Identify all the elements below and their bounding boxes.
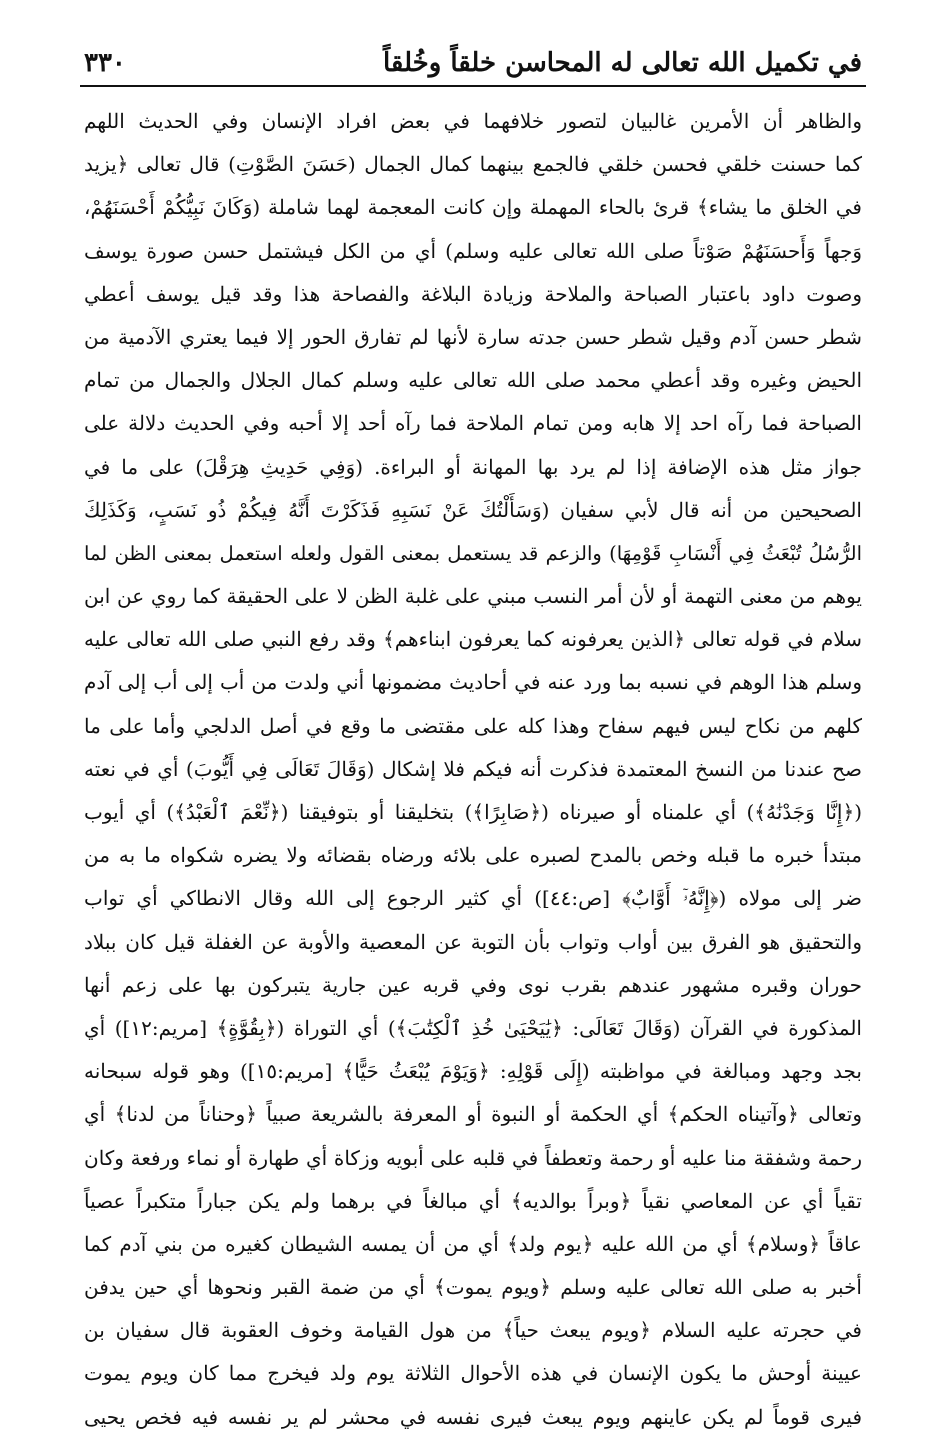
text-line: تقياً أي عن المعاصي نقياً ﴿وبراً بوالديه﴾ أي مبالغاً في برهما ولم يكن جباراً متكبراً عصياً — [84, 1188, 862, 1213]
text-line: المذكورة في القرآن (وَقَالَ تَعَالَى: ﴿يَٰيَحْيَىٰ خُذِ ٱلْكِتَٰبَ﴾) أي التوراة (﴿بِقُوَّةٍ﴾ [مريم:١٢]) أي — [84, 1015, 862, 1040]
text-line: فيرى قوماً لم يكن عاينهم ويوم يبعث فيرى نفسه في محشر لم ير نفسه فيه فخص يحيى — [84, 1404, 862, 1429]
text-line: بجد وجهد ومبالغة في مواظبته (إِلَى قَوْلِهِ: ﴿وَيَوْمَ يُبْعَثُ حَيًّا﴾ [مريم:١٥]) وهو قوله سبحانه — [84, 1059, 863, 1084]
text-line: والظاهر أن الأمرين غالبيان لتصور خلافهما في بعض افراد الإنسان وفي الحديث اللهم — [84, 109, 862, 133]
text-line: كما حسنت خلقي فحسن خلقي فالجمع بينهما كمال الجمال (حَسَنَ الصَّوْتِ) قال تعالى ﴿يزيد — [84, 152, 862, 177]
text-line: الرُّسُلُ تُبْعَثُ فِي أَنْسَابِ قَوْمِهَا) والزعم قد يستعمل بمعنى القول ولعله استعمل بمعنى الظن لما — [84, 541, 862, 565]
text-line: الصحيحين من أنه قال لأبي سفيان (وَسَأَلْتُكَ عَنْ نَسَبِهِ فَذَكَرْتَ أَنَّهُ فِيكُمْ ذُو نَسَبٍ، وَكَذَلِكَ — [84, 497, 862, 522]
text-line: صح عندنا من النسخ المعتمدة فذكرت أنه فيكم فلا إشكال (وَقَالَ تَعَالَى فِي أَيُّوبَ) أي في نعته — [84, 756, 862, 781]
page-number: ٣٣٠ — [84, 48, 126, 78]
text-line: وتعالى ﴿وآتيناه الحكم﴾ أي الحكمة أو النبوة أو المعرفة بالشريعة صبياً ﴿وحناناً من لدنا﴾ أي — [84, 1102, 862, 1127]
text-line: جواز مثل هذه الإضافة إذا لم يرد بها المهانة أو البراءة. (وَفِي حَدِيثِ هِرَقْلَ) على ما في — [84, 454, 862, 479]
text-line: سلام في قوله تعالى ﴿الذين يعرفونه كما يعرفون ابناءهم﴾ وقد رفع النبي صلى الله تعالى عليه — [84, 627, 862, 652]
text-line: في الخلق ما يشاء﴾ قرئ بالحاء المهملة وإن كانت المعجمة لهما شاملة (وَكَانَ نَبِيُّكُمْ أَحْسَنَهُمْ، — [84, 195, 862, 220]
text-line: عيينة أوحش ما يكون الإنسان في هذه الأحوال الثلاثة يوم ولد فيخرج مما كان ويوم يموت — [84, 1361, 862, 1386]
header-rule — [80, 85, 866, 87]
text-line: شطر حسن آدم وقيل شطر حسن جدته سارة لأنها لم تفارق الحور إلا فيما يعتري الآدمية من — [84, 324, 862, 349]
text-line: حوران وقبره مشهور عندهم بقرب نوى وفي قربه عين جارية يتبركون بها على زعم أنها — [84, 972, 862, 997]
text-line: الحيض وغيره وقد أعطي محمد صلى الله تعالى عليه وسلم كمال الجلال والجمال من تمام — [84, 368, 862, 393]
text-line: أخبر به صلى الله تعالى عليه وسلم ﴿ويوم يموت﴾ أي من ضمة القبر ونحوها أي حين يدفن — [84, 1275, 862, 1300]
text-line: مبتدأ خبره ما قبله وخص بالمدح لصبره على بلائه ورضاه بقضائه ولا يضره شكواه ما به من — [84, 843, 862, 868]
text-line: وَجهاً وَأَحسَنَهُمْ صَوْتاً صلى الله تعالى عليه وسلم) أي من الكل فيشتمل حسن صورة يوسف — [84, 238, 862, 263]
running-head — [84, 30, 862, 82]
text-line: وسلم هذا الوهم في نسبه بما ورد عنه في أحاديث مضمونها أني ولدت من أب إلى أب إلى آدم — [84, 670, 862, 695]
text-line: في حجرته عليه السلام ﴿ويوم يبعث حياً﴾ من هول القيامة وخوف العقوبة قال سفيان بن — [84, 1318, 862, 1343]
text-line: عاقاً ﴿وسلام﴾ أي من الله عليه ﴿يوم ولد﴾ أي من أن يمسه الشيطان كغيره من بني آدم كما — [84, 1231, 862, 1256]
text-line: رحمة وشفقة منا عليه أو رحمة وتعطفاً في قلبه على أبويه وزكاة أي طهارة أو نماء ورفعة وكان — [84, 1145, 862, 1170]
text-line: الصباحة فما رآه احد إلا هابه ومن تمام الملاحة فما رآه أحد إلا أحبه وفي الحديث دلالة على — [84, 411, 862, 436]
body-text — [84, 100, 862, 1439]
text-line: يوهم من معنى التهمة أو لأن أمر النسب مبني على غلبة الظن لا على الحقيقة كما روي عن ابن — [84, 584, 862, 609]
text-line: ضر إلى مولاه (﴿إِنَّهُۥٓ أَوَّابٌ﴾ [ص:٤٤]) أي كثير الرجوع إلى الله وقال الانطاكي أي تواب — [84, 886, 862, 911]
text-line: كلهم من نكاح ليس فيهم سفاح وهذا كله على مقتضى ما وقع في أصل الدلجي وأما على ما — [84, 713, 862, 738]
text-line: (﴿إِنَّا وَجَدْنَٰهُ﴾) أي علمناه أو صيرناه (﴿صَابِرًا﴾) بتخليقنا أو بتوفيقنا (﴿نِّعْمَ ٱلْعَبْدُ﴾) أي أيوب — [84, 800, 862, 824]
text-line: وصوت داود باعتبار الصباحة والملاحة وزيادة البلاغة والفصاحة هذا وقد قيل يوسف أعطي — [84, 281, 862, 306]
text-line: والتحقيق هو الفرق بين أواب وتواب بأن التوبة عن المعصية والأوبة عن الغفلة قيل كان ببلاد — [84, 929, 862, 954]
running-head-title: في تكميل الله تعالى له المحاسن خلقاً وخُلقاً — [383, 48, 862, 78]
